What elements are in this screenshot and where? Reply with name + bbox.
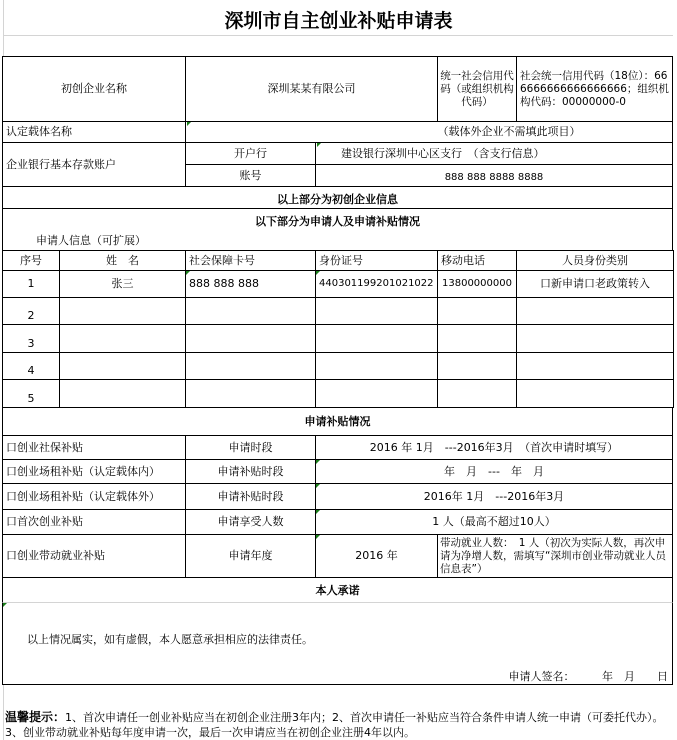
subsidy-type-checkbox[interactable]: 口创业带动就业补贴 [2,534,186,578]
ssn-cell[interactable]: 888 888 888 [185,270,316,298]
gridline [3,35,673,36]
subsidy-field-label: 申请年度 [185,534,316,578]
comment-marker [3,603,7,607]
subsidy-field-label: 申请补贴时段 [185,459,316,484]
category-cell[interactable] [516,379,674,408]
row-index: 1 [2,270,60,298]
credit-code-value[interactable]: 社会统一信用代码（18位）：666666666666666666；组织机构代码：00000000-0 [516,56,673,122]
section-below-heading: 以下部分为申请人及申请补贴情况 [2,208,673,231]
row-index: 5 [2,379,60,408]
subsidy-type-checkbox[interactable]: 口创业社保补贴 [2,435,186,460]
col-header-index: 序号 [2,250,60,271]
id-cell[interactable]: 440301199201021022 [315,270,438,298]
col-header-phone: 移动电话 [437,250,517,271]
comment-marker [316,460,320,464]
comment-marker [316,535,320,539]
comment-marker [316,510,320,514]
col-header-name: 姓 名 [59,250,186,271]
carrier-value[interactable]: （载体外企业不需填此项目） [185,121,673,143]
tip [5,710,673,740]
comment-marker [316,271,320,275]
comment-marker [187,122,191,126]
ssn-cell[interactable] [185,297,316,325]
category-cell[interactable] [516,352,674,380]
subsidy-type-checkbox[interactable]: 口首次创业补贴 [2,509,186,535]
applicant-name[interactable] [59,297,186,325]
col-header-id: 身份证号 [315,250,438,271]
subsidy-type-checkbox[interactable]: 口创业场租补贴（认定载体内） [2,459,186,484]
section-above-heading: 以上部分为初创企业信息 [2,186,673,209]
category-cell[interactable]: 口新申请口老政策转入 [516,270,674,298]
account-label: 账号 [185,164,316,187]
company-name-value[interactable]: 深圳某某有限公司 [185,56,438,122]
subsidy-type-checkbox[interactable]: 口创业场租补贴（认定载体外） [2,483,186,510]
row-index: 2 [2,297,60,325]
pledge-body [2,602,673,685]
ssn-cell[interactable] [185,352,316,380]
tip-label: 温馨提示： [5,710,66,724]
carrier-label: 认定载体名称 [2,121,186,143]
subsidy-field-value[interactable]: 2016 年 [315,534,438,578]
phone-cell[interactable] [437,297,517,325]
applicant-info-label: 申请人信息（可扩展） [2,230,673,251]
category-cell[interactable] [516,324,674,353]
page-title: 深圳市自主创业补贴申请表 [224,10,453,32]
phone-cell[interactable] [437,352,517,380]
subsidy-field-label: 申请时段 [185,435,316,460]
subsidy-field-value[interactable]: 年 月 --- 年 月 [315,459,673,484]
id-cell[interactable] [315,352,438,380]
phone-cell[interactable] [437,379,517,408]
account-value[interactable]: 888 888 8888 8888 [315,164,673,187]
credit-code-label: 统一社会信用代码（或组织机构代码） [437,56,517,122]
applicant-name[interactable] [59,379,186,408]
row-index: 4 [2,352,60,380]
subsidy-field-value[interactable]: 2016年 1月 ---2016年3月 [315,483,673,510]
subsidy-heading: 申请补贴情况 [2,407,673,436]
subsidy-field-value[interactable]: 1 人（最高不超过10人） [315,509,673,535]
tip-text: 1、首次申请任一创业补贴应当在初创企业注册3年内；2、首次申请任一补贴应当符合条件申请人统一申请（可委托代办）。3、创业带动就业补贴每年度申请一次，最后一次申请应当在初创企业注册4年以内。 [5,711,664,739]
comment-marker [317,143,321,147]
category-cell[interactable] [516,297,674,325]
row-index: 3 [2,324,60,353]
id-cell[interactable] [315,379,438,408]
pledge-heading: 本人承诺 [2,577,673,603]
company-name-label: 初创企业名称 [2,56,186,122]
subsidy-field-label: 申请享受人数 [185,509,316,535]
signature-line[interactable]: 申请人签名： 年 月 日 [508,670,668,683]
applicant-name[interactable]: 张三 [59,270,186,298]
subsidy-field-value[interactable]: 2016 年 1月 ---2016年3月 （首次申请时填写） [315,435,673,460]
bank-name-value[interactable]: 建设银行深圳中心区支行 （含支行信息） [315,142,673,165]
ssn-cell[interactable] [185,324,316,353]
col-header-category: 人员身份类别 [516,250,674,271]
bank-name-label: 开户行 [185,142,316,165]
bank-label: 企业银行基本存款账户 [2,142,186,187]
subsidy-note: 带动就业人数： 1 人（初次为实际人数，再次申请为净增人数，需填写“深圳市创业带动就业人员信息表”） [437,534,673,578]
col-header-ssn: 社会保障卡号 [185,250,316,271]
comment-marker [186,271,190,275]
applicant-name[interactable] [59,352,186,380]
id-cell[interactable] [315,324,438,353]
applicant-name[interactable] [59,324,186,353]
subsidy-field-label: 申请补贴时段 [185,483,316,510]
pledge-text: 以上情况属实，如有虚假，本人愿意承担相应的法律责任。 [27,633,313,646]
comment-marker [316,484,320,488]
phone-cell[interactable]: 13800000000 [437,270,517,298]
id-cell[interactable] [315,297,438,325]
ssn-cell[interactable] [185,379,316,408]
phone-cell[interactable] [437,324,517,353]
